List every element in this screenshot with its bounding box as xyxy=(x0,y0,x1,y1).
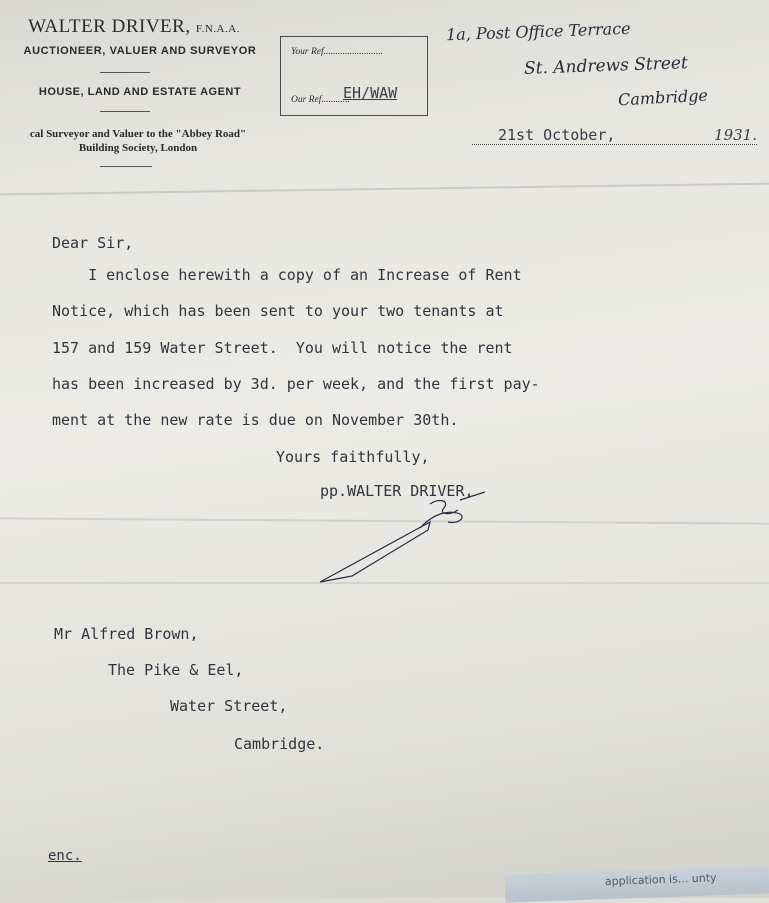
our-ref-label: Our Ref............ xyxy=(291,95,350,105)
agent-line: HOUSE, LAND AND ESTATE AGENT xyxy=(38,86,242,98)
letter-date: 21st October, 1931. xyxy=(472,126,757,145)
reference-box xyxy=(280,36,428,116)
body-line: has been increased by 3d. per week, and the first pay- xyxy=(52,375,540,393)
enclosure-note: enc. xyxy=(48,848,82,864)
body-line: I enclose herewith a copy of an Increase of Rent xyxy=(52,266,522,284)
recipient-name: Mr Alfred Brown, xyxy=(54,625,199,643)
firm-name: WALTER DRIVER, F.N.A.A. xyxy=(28,16,240,37)
divider xyxy=(100,72,150,73)
underlying-paper: application is... unty xyxy=(505,865,769,902)
recipient-address-line: Water Street, xyxy=(170,697,288,715)
divider xyxy=(100,166,152,167)
recipient-address-line: Cambridge. xyxy=(234,735,325,753)
closing: Yours faithfully, xyxy=(276,448,430,466)
your-ref-label: Your Ref......................... xyxy=(291,47,384,57)
signature xyxy=(310,490,490,590)
firm-qualification: F.N.A.A. xyxy=(195,23,240,35)
body-line: 157 and 159 Water Street. You will notice the rent xyxy=(52,339,513,357)
paper-fold xyxy=(0,183,769,196)
recipient-address-line: The Pike & Eel, xyxy=(108,661,244,679)
address-line-2: St. Andrews Street xyxy=(523,53,689,79)
surveyor-line: cal Surveyor and Valuer to the "Abbey Road" Building Society, London xyxy=(29,128,247,154)
body-line: ment at the new rate is due on November 30th. xyxy=(52,411,459,429)
address-line-1: 1a, Post Office Terrace xyxy=(445,18,631,45)
signatory: pp.WALTER DRIVER, xyxy=(320,482,474,500)
profession-line: AUCTIONEER, VALUER AND SURVEYOR xyxy=(23,45,257,57)
address-line-3: Cambridge xyxy=(617,85,709,110)
salutation: Dear Sir, xyxy=(52,234,134,252)
letter-year: 1931. xyxy=(714,126,757,144)
divider xyxy=(100,111,150,112)
our-ref-value: EH/WAW xyxy=(343,84,398,102)
body-line: Notice, which has been sent to your two tenants at xyxy=(52,302,504,320)
